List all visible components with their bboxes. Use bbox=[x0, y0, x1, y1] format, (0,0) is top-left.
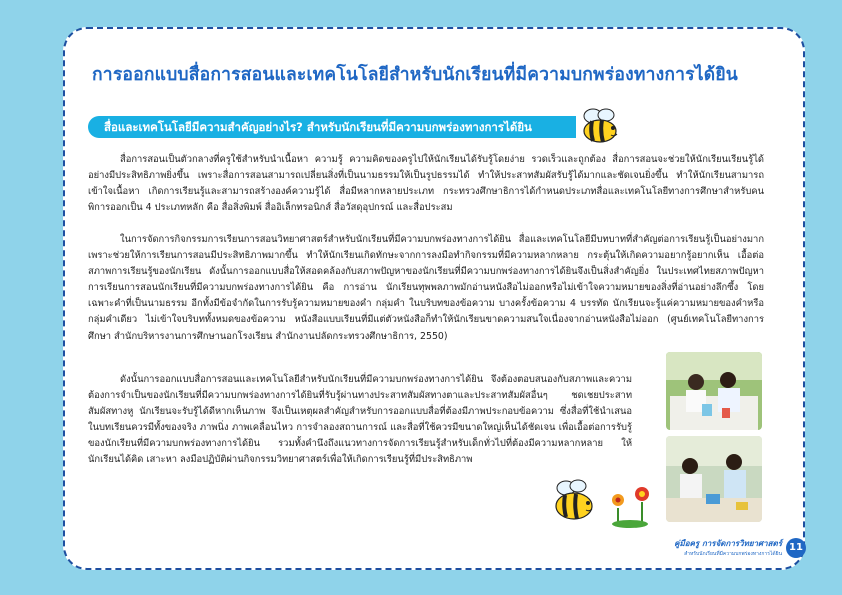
page-title: การออกแบบสื่อการสอนและเทคโนโลยีสำหรับนักเรียนที่มีความบกพร่องทางการได้ยิน bbox=[92, 65, 738, 85]
classroom-photos bbox=[666, 352, 762, 522]
footer-book-subtitle: สำหรับนักเรียนที่มีความบกพร่องทางการได้ยิน bbox=[684, 551, 782, 557]
bee-with-flowers-illustration bbox=[548, 474, 660, 530]
paragraph-2-text: ในการจัดการกิจกรรมการเรียนการสอนวิทยาศาสตร์สำหรับนักเรียนที่มีความบกพร่องทางการได้ยิน สื่อและเทคโนโลยีมีบทบาทที่สำคัญต่อการเรียนรู้เป็นอย่างมาก เพราะช่วยให้การเรียนการสอนมีประสิทธิภาพมากขึ้น ทำให้นักเรียนเกิดทักษะจากการลงมือทำกิจกรรมที่มีความหลากหลาย กระตุ้นให้เกิดความอยากรู้อยากเห็น เอื้อต่อสภาพการเรียนรู้ของนักเรียน ดังนั้นการออกแบบสื่อให้สอดคล้องกับสภาพปัญหาของนักเรียนที่มีความบกพร่องทางการได้ยินจึงเป็นสิ่งสำคัญยิ่ง ในประเทศไทยสภาพปัญหาการเรียนการสอนนักเรียนที่มีความบกพร่องทางการได้ยิน คือ การอ่าน นักเรียนทุพพลภาพมักอ่านหนังสือไม่ออกหรือไม่เข้าใจความหมายของสิ่งที่อ่านอย่างลึกซึ้ง โดยเฉพาะคำที่เป็นนามธรรม อีกทั้งมีข้อจำกัดในการรับรู้ความหมายของคำ กลุ่มคำ ในบริบทของข้อความ บางครั้งข้อความ 4 บรรทัด นักเรียนจะรู้แค่ความหมายของคำหรือกลุ่มคำเดียว ไม่เข้าใจบริบททั้งหมดของข้อความ หนังสือแบบเรียนที่มีแต่ตัวหนังสือก็ทำให้นักเรียนขาดความสนใจเนื่องจากอ่านหนังสือไม่ออก (ศูนย์เทคโนโลยีทางการศึกษา สำนักบริหารงานการศึกษานอกโรงเรียน สำนักงานปลัดกระทรวงศึกษาธิการ, 2550) bbox=[88, 234, 764, 342]
bee-illustration bbox=[576, 106, 624, 146]
classroom-photo-2 bbox=[666, 436, 762, 522]
paragraph-3-text: ดังนั้นการออกแบบสื่อการสอนและเทคโนโลยีสำหรับนักเรียนที่มีความบกพร่องทางการได้ยิน จึงต้องตอบสนองกับสภาพและความต้องการจำเป็นของนักเรียนที่มีความบกพร่องทางการได้ยินที่รับรู้ผ่านทางประสาทสัมผัสทางตาและประสาทสัมผัสอื่นๆ ชดเชยประสาทสัมผัสทางหู นักเรียนจะรับรู้ได้ดีหากเห็นภาพ จึงเป็นเหตุผลสำคัญสำหรับการออกแบบสื่อที่ต้องมีภาพประกอบข้อความ ซึ่งสื่อที่ใช้นำเสนอในบทเรียนควรมีทั้งของจริง ภาพนิ่ง ภาพเคลื่อนไหว การจำลองสถานการณ์ และสื่อที่ใช้ควรมีขนาดใหญ่เห็นได้ชัดเจน เพื่อเอื้อต่อการรับรู้ของนักเรียนที่มีความบกพร่องทางการได้ยิน รวมทั้งคำนึงถึงแนวทางการจัดการเรียนรู้สำหรับเด็กทั่วไปที่ต้องมีความหลากหลาย ให้นักเรียนได้คิด เสาะหา ลงมือปฏิบัติผ่านกิจกรรมวิทยาศาสตร์เพื่อให้เกิดการเรียนรู้ที่มีประสิทธิภาพ bbox=[88, 374, 632, 466]
footer-book-title: คู่มือครู การจัดการวิทยาศาสตร์ bbox=[674, 539, 782, 548]
paragraph-2 bbox=[88, 232, 764, 345]
paragraph-3 bbox=[88, 372, 632, 469]
page-number-badge: 11 bbox=[786, 538, 806, 558]
paragraph-1-text: สื่อการสอนเป็นตัวกลางที่ครูใช้สำหรับนำเนื้อหา ความรู้ ความคิดของครูไปให้นักเรียนได้รับรู้โดยง่าย รวดเร็วและถูกต้อง สื่อการสอนจะช่วยให้นักเรียนเรียนรู้ได้อย่างมีประสิทธิภาพยิ่งขึ้น เพราะสื่อการสอนสามารถเปลี่ยนสิ่งที่เป็นนามธรรมให้เป็นรูปธรรมได้ ทำให้ประสาทสัมผัสรับรู้ได้มากและชัดเจนยิ่งขึ้น ทำให้นักเรียนสามารถเข้าใจเนื้อหา เกิดการเรียนรู้และสามารถสร้างองค์ความรู้ได้ สื่อมีหลากหลายประเภท กระทรวงศึกษาธิการได้กำหนดประเภทสื่อและเทคโนโลยีทางการศึกษาสำหรับคนพิการออกเป็น 4 ประเภทหลัก คือ สื่อสิ่งพิมพ์ สื่ออิเล็กทรอนิกส์ สื่อวัสดุอุปกรณ์ และสื่อประสม bbox=[88, 154, 764, 214]
section-heading: สื่อและเทคโนโลยีมีความสำคัญอย่างไร? สำหรับนักเรียนที่มีความบกพร่องทางการได้ยิน bbox=[104, 120, 532, 134]
paragraph-1 bbox=[88, 152, 764, 216]
classroom-photo-1 bbox=[666, 352, 762, 430]
